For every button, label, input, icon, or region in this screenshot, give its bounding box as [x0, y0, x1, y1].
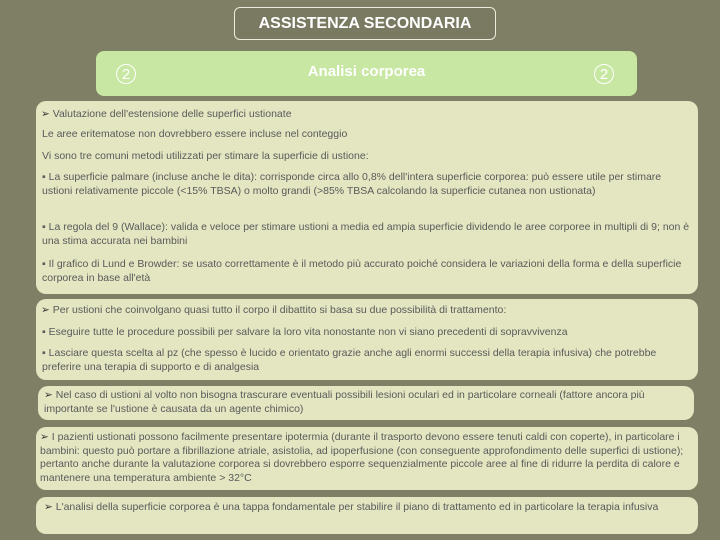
- arrow-icon: ➢: [40, 431, 49, 443]
- panel1-bullet1-text: La superficie palmare (incluse anche le dita): corrisponde circa allo 0,8% dell'intera superficie corporea: può essere utile per stimare ustioni relativamente piccole (<15% TBSA) o molto grandi (>85% TBSA calcolando la superficie cutanea non ustionata): [42, 171, 662, 197]
- step-number-left-text: 2: [121, 65, 131, 83]
- panel-fluid-therapy: [36, 497, 698, 534]
- panel2-bullet1: [42, 326, 694, 340]
- panel2-bullet1-text: Eseguire tutte le procedure possibili per salvare la loro vita nonostante non vi siano precedenti di sopravvivenza: [48, 326, 568, 338]
- section-title: ASSISTENZA SECONDARIA: [258, 14, 472, 32]
- panel2-bullet2: [42, 347, 696, 374]
- panel4-text: I pazienti ustionati possono facilmente presentare ipotermia (durante il trasporto devono essere tenuti caldi con coperte), in particolare i bambini: questo può portare a fibrillazione atriale, asistolia, ad ipoperfusione (con conseguente approfondimento delle superfici di ustione); pertanto anche durante la valutazione corporea si dovrebbero esporre sequenzialmente piccole aree al fine di ridurre la perdita di calore e mantenere una temperatura ambiente > 32°C: [40, 431, 684, 484]
- arrow-icon: ➢: [41, 108, 50, 120]
- panel1-bullet1: [42, 171, 694, 198]
- arrow-icon: ➢: [44, 389, 53, 401]
- panel1-heading-text: Valutazione dell'estensione delle superfici ustionate: [52, 108, 292, 120]
- bullet-icon: ▪: [42, 258, 46, 270]
- step-number-right-text: 2: [599, 65, 609, 83]
- topic-banner: [96, 51, 637, 96]
- panel1-bullet3-text: Il grafico di Lund e Browder: se usato correttamente è il metodo più accurato poiché considera le variazioni della forma e della superficie corporea in base all'età: [42, 258, 682, 284]
- panel1-heading: [41, 108, 698, 122]
- step-number-right: [594, 64, 614, 84]
- panel2-bullet2-text: Lasciare questa scelta al pz (che spesso è lucido e orientato grazie anche agli enormi successi della terapia infusiva) che potrebbe preferire una terapia di supporto e di analgesia: [42, 347, 657, 373]
- panel3-text-row: [44, 389, 690, 416]
- panel5-text-row: [44, 501, 694, 515]
- panel-surface-assessment: [36, 101, 698, 294]
- panel-hypothermia: [36, 427, 698, 490]
- arrow-icon: ➢: [41, 304, 50, 316]
- panel1-bullet3: [42, 258, 694, 285]
- bullet-icon: ▪: [42, 326, 46, 338]
- arrow-icon: ➢: [44, 501, 53, 513]
- panel1-line1: Le aree eritematose non dovrebbero essere incluse nel conteggio: [42, 128, 348, 140]
- panel4-text-row: [40, 431, 694, 485]
- panel1-bullet2: [42, 221, 694, 248]
- banner-title: Analisi corporea: [307, 63, 426, 80]
- panel-face-burns: [38, 386, 694, 420]
- bullet-icon: ▪: [42, 347, 46, 359]
- panel-extensive-burns: [36, 299, 698, 380]
- bullet-icon: ▪: [42, 221, 46, 233]
- panel1-bullet2-text: La regola del 9 (Wallace): valida e veloce per stimare ustioni a media ed ampia superficie dividendo le aree corporee in multipli di 9; non è una stima accurata nei bambini: [42, 221, 690, 247]
- section-title-box: [234, 7, 496, 40]
- bullet-icon: ▪: [42, 171, 46, 183]
- panel1-line2: Vi sono tre comuni metodi utilizzati per stimare la superficie di ustione:: [42, 150, 369, 162]
- panel2-heading-text: Per ustioni che coinvolgano quasi tutto il corpo il dibattito si basa su due possibilità di trattamento:: [52, 304, 507, 316]
- panel5-text: L'analisi della superficie corporea è una tappa fondamentale per stabilire il piano di trattamento ed in particolare la terapia infusiva: [55, 501, 659, 513]
- panel3-text: Nel caso di ustioni al volto non bisogna trascurare eventuali possibili lesioni oculari ed in particolare corneali (fattore ancora più importante se l'ustione è causata da un agente chimico): [44, 389, 645, 415]
- panel2-heading: [41, 304, 698, 318]
